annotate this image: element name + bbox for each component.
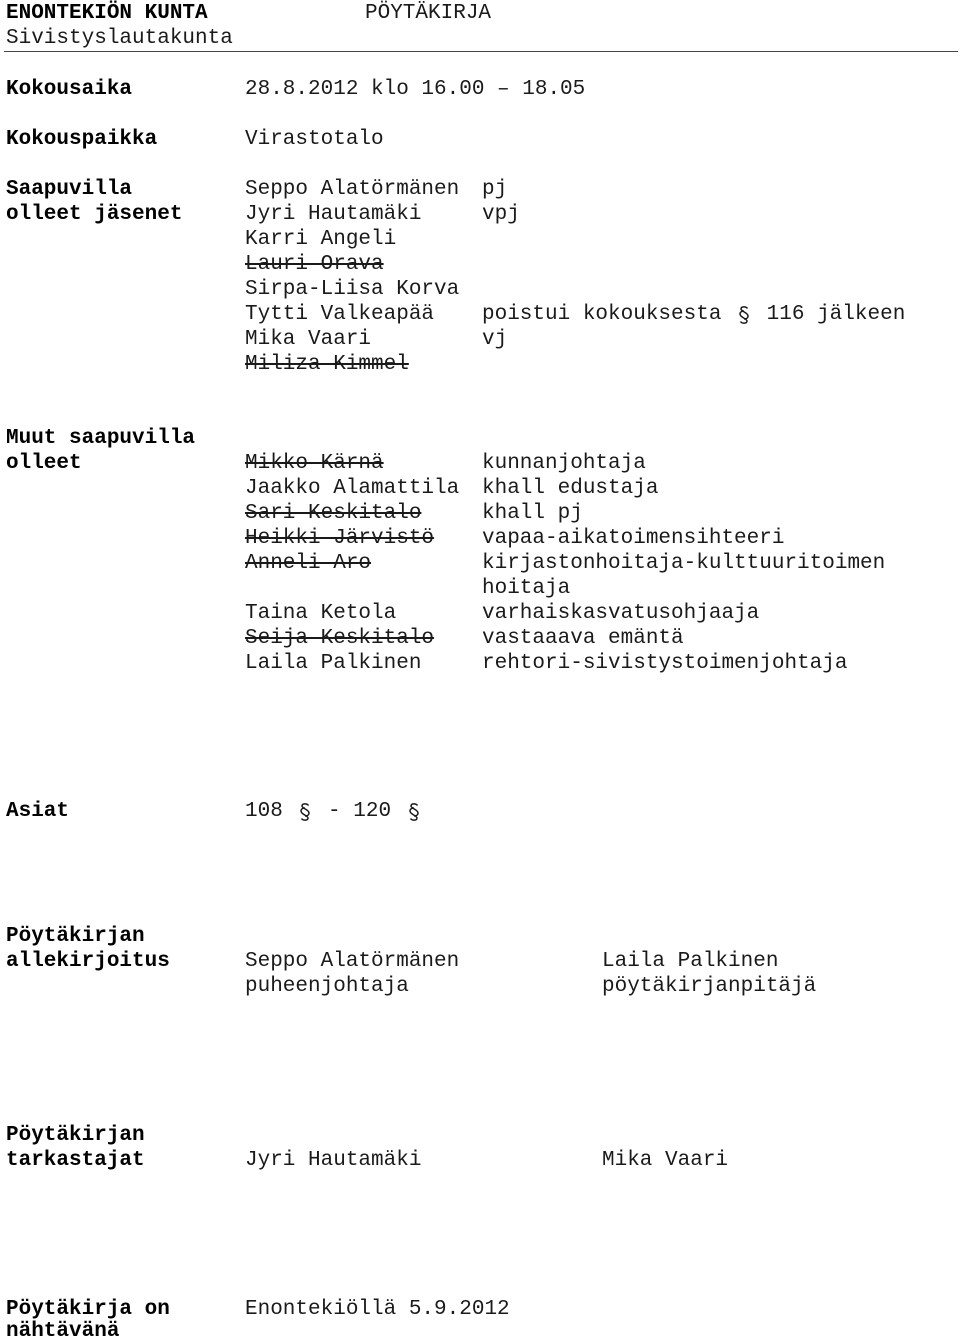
section-sign-icon [295, 799, 315, 824]
member-name: Tytti Valkeapää [245, 303, 435, 326]
display-value: Enontekiöllä 5.9.2012 [245, 1298, 510, 1321]
other-name: Taina Ketola [245, 602, 397, 625]
meeting-time-label: Kokousaika [6, 78, 133, 101]
member-name: Seppo Alatörmänen [245, 178, 460, 201]
reviewer-name: Mika Vaari [602, 1149, 729, 1172]
header-divider [4, 51, 958, 52]
other-name: Jaakko Alamattila [245, 477, 460, 500]
other-name-absent: Anneli Aro [245, 552, 372, 575]
member-role: pj [482, 178, 508, 201]
other-role: khall pj [482, 502, 583, 525]
other-role: vastaaava emäntä [482, 627, 684, 650]
other-role: kirjastonhoitaja-kulttuuritoimen [482, 552, 886, 575]
section-sign-icon [734, 302, 754, 327]
reviewers-label: Pöytäkirjan [6, 1124, 145, 1147]
member-note [482, 302, 905, 327]
other-role: kunnanjohtaja [482, 452, 646, 475]
items-from: 108 [245, 800, 283, 823]
signatures-label: allekirjoitus [6, 950, 170, 973]
other-role: khall edustaja [482, 477, 659, 500]
member-role: vpj [482, 203, 520, 226]
display-label: Pöytäkirja on [6, 1298, 170, 1321]
municipality-name: ENONTEKIÖN KUNTA [6, 2, 208, 25]
signer-name: Seppo Alatörmänen [245, 950, 460, 973]
signer-name: Laila Palkinen [602, 950, 779, 973]
member-name-absent: Miliza Kimmel [245, 353, 409, 376]
signer-role: puheenjohtaja [245, 975, 409, 998]
document-type: PÖYTÄKIRJA [365, 2, 492, 25]
items-dash: - [328, 800, 341, 823]
member-note-text: 116 jälkeen [766, 303, 906, 326]
section-sign-icon [404, 799, 424, 824]
other-name: Laila Palkinen [245, 652, 422, 675]
member-name: Mika Vaari [245, 328, 372, 351]
reviewers-label: tarkastajat [6, 1149, 145, 1172]
member-note-text: poistui kokouksesta [482, 303, 722, 326]
other-name-absent: Mikko Kärnä [245, 452, 384, 475]
other-name-absent: Sari Keskitalo [245, 502, 422, 525]
meeting-place-value: Virastotalo [245, 128, 384, 151]
others-label: Muut saapuvilla [6, 427, 196, 450]
member-role: vj [482, 328, 508, 351]
signatures-label: Pöytäkirjan [6, 925, 145, 948]
items-label: Asiat [6, 800, 70, 823]
other-role-continued: hoitaja [482, 577, 571, 600]
meeting-time-value: 28.8.2012 klo 16.00 – 18.05 [245, 78, 586, 101]
member-name: Sirpa-Liisa Korva [245, 278, 460, 301]
other-name-absent: Seija Keskitalo [245, 627, 435, 650]
display-label: nähtävänä [6, 1320, 120, 1343]
meeting-place-label: Kokouspaikka [6, 128, 158, 151]
items-range [245, 799, 424, 824]
committee-name: Sivistyslautakunta [6, 27, 233, 50]
items-to: 120 [353, 800, 392, 823]
other-role: varhaiskasvatusohjaaja [482, 602, 760, 625]
members-label: Saapuvilla [6, 178, 133, 201]
reviewer-name: Jyri Hautamäki [245, 1149, 422, 1172]
others-label: olleet [6, 452, 82, 475]
member-name-absent: Lauri Orava [245, 253, 384, 276]
member-name: Karri Angeli [245, 228, 397, 251]
other-name-absent: Heikki Järvistö [245, 527, 435, 550]
member-name: Jyri Hautamäki [245, 203, 422, 226]
signer-role: pöytäkirjanpitäjä [602, 975, 817, 998]
other-role: rehtori-sivistystoimenjohtaja [482, 652, 848, 675]
other-role: vapaa-aikatoimensihteeri [482, 527, 785, 550]
members-label: olleet jäsenet [6, 203, 183, 226]
